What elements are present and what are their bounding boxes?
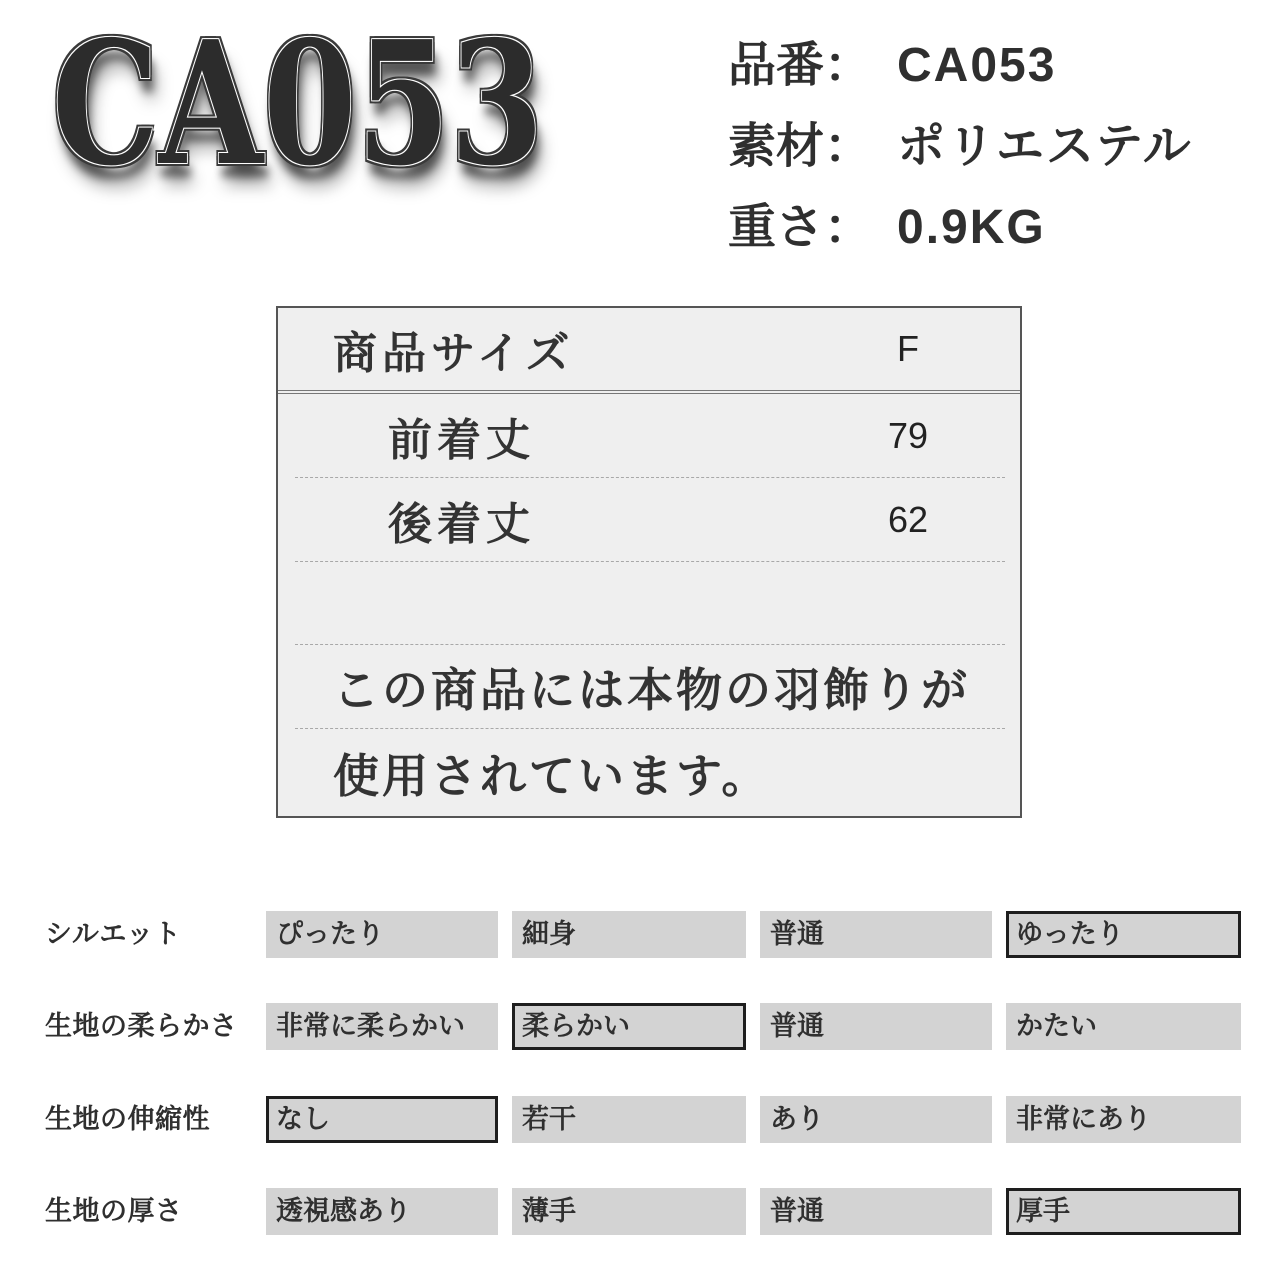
attribute-row-thickness [0, 1188, 1280, 1235]
note-line: 使用されています。 [333, 748, 771, 803]
attribute-label: 生地の厚さ [45, 1196, 183, 1227]
attribute-row-softness [0, 1003, 1280, 1050]
size-row-front-length [278, 394, 1020, 478]
spec-value: ポリエステル [897, 120, 1193, 173]
product-code-logo: CA053 [52, 4, 544, 204]
attribute-options [266, 1003, 1241, 1050]
spec-label: 素材： [728, 118, 873, 174]
attribute-label: 生地の伸縮性 [45, 1104, 210, 1135]
spec-label: 品番： [728, 37, 873, 93]
size-row-back-length [278, 478, 1020, 562]
spec-value: CA053 [897, 39, 1057, 92]
attribute-option: なし [266, 1096, 498, 1143]
note-row [278, 645, 1020, 729]
attribute-option: 非常に柔らかい [266, 1003, 498, 1050]
size-header-label: 商品サイズ [333, 328, 575, 379]
attribute-option: 薄手 [512, 1188, 746, 1235]
attribute-option: 非常にあり [1006, 1096, 1241, 1143]
attribute-row-silhouette [0, 911, 1280, 958]
attribute-row-stretch [0, 1096, 1280, 1143]
attribute-option: 細身 [512, 911, 746, 958]
spec-item-weight [728, 187, 1193, 268]
attribute-option: 厚手 [1006, 1188, 1241, 1235]
spec-item-material [728, 106, 1193, 187]
attribute-option: あり [760, 1096, 992, 1143]
attribute-options [266, 911, 1241, 958]
attribute-option: ぴったり [266, 911, 498, 958]
note-line: この商品には本物の羽飾りが [333, 663, 970, 717]
size-row-value: 79 [887, 415, 929, 456]
size-row-value: 62 [887, 499, 929, 540]
attribute-label: シルエット [45, 919, 182, 950]
size-row-empty [278, 562, 1020, 645]
attribute-option: かたい [1006, 1003, 1241, 1050]
size-table [276, 306, 1022, 818]
size-row-label: 後着丈 [388, 499, 535, 550]
note-row [278, 729, 1020, 816]
size-table-header [278, 308, 1020, 394]
attribute-option: 若干 [512, 1096, 746, 1143]
spec-label: 重さ： [728, 199, 873, 255]
size-row-label: 前着丈 [388, 415, 535, 466]
spec-value: 0.9KG [897, 201, 1046, 254]
attribute-option: 普通 [760, 911, 992, 958]
attribute-option: 普通 [760, 1188, 992, 1235]
attribute-option: 柔らかい [512, 1003, 746, 1050]
attribute-label: 生地の柔らかさ [45, 1011, 238, 1042]
attribute-option: 透視感あり [266, 1188, 498, 1235]
spec-item-product-number [728, 25, 1193, 106]
attribute-option: 普通 [760, 1003, 992, 1050]
attribute-option: ゆったり [1006, 911, 1241, 958]
attribute-options [266, 1096, 1241, 1143]
attribute-options [266, 1188, 1241, 1235]
spec-list [728, 25, 1193, 268]
size-header-value: F [897, 328, 919, 369]
